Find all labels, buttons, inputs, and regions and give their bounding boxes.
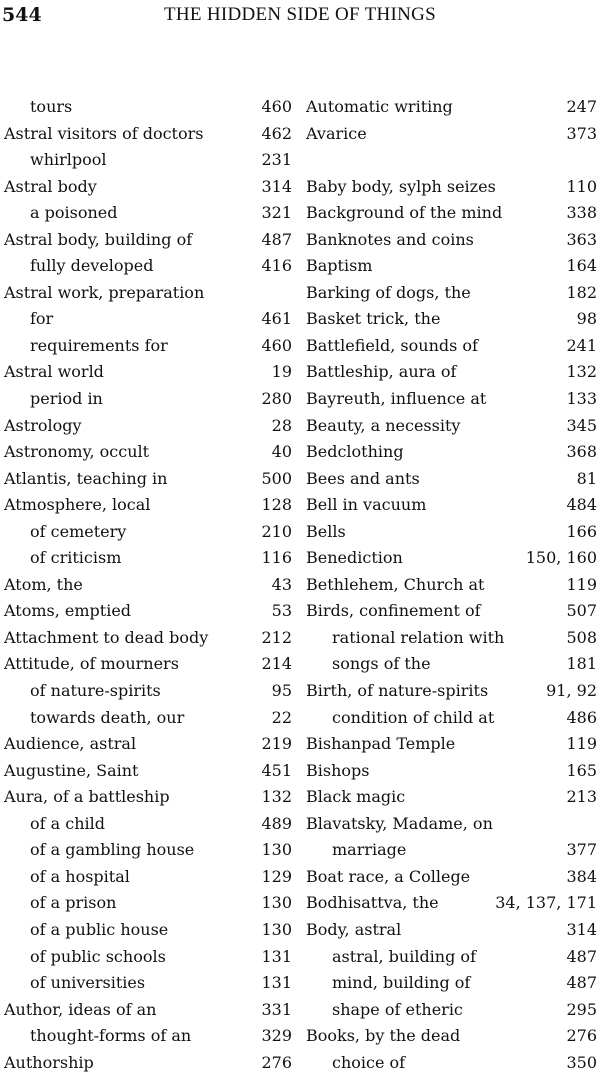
page-reference: 165 bbox=[566, 760, 597, 780]
index-entry bbox=[4, 439, 292, 466]
index-term: Birds, confinement of bbox=[306, 601, 481, 621]
index-subentry bbox=[4, 678, 292, 705]
page-reference: 181 bbox=[566, 654, 597, 674]
page-reference: 130 bbox=[261, 919, 292, 939]
page-reference: 345 bbox=[566, 415, 597, 435]
page-reference: 212 bbox=[261, 627, 292, 647]
index-entry bbox=[306, 784, 597, 811]
index-subentry bbox=[4, 94, 292, 121]
index-entry bbox=[306, 253, 597, 280]
index-term: Black magic bbox=[306, 787, 406, 807]
index-term: of universities bbox=[30, 973, 146, 993]
index-entry bbox=[4, 121, 292, 148]
page-reference: 131 bbox=[261, 946, 292, 966]
page-reference: 28 bbox=[271, 415, 292, 435]
page-reference: 119 bbox=[566, 574, 597, 594]
page-reference: 416 bbox=[261, 256, 292, 276]
page-reference: 81 bbox=[576, 468, 597, 488]
page-reference: 22 bbox=[271, 707, 292, 727]
page-reference: 128 bbox=[261, 495, 292, 515]
index-subentry bbox=[4, 200, 292, 227]
index-term: of a child bbox=[30, 813, 106, 833]
page-reference: 34, 137, 171 bbox=[495, 893, 597, 913]
index-term: Astral visitors of doctors bbox=[4, 123, 204, 143]
index-term: astral, building of bbox=[332, 946, 476, 966]
index-term: Bell in vacuum bbox=[306, 495, 427, 515]
page-reference: 231 bbox=[261, 150, 292, 170]
index-entry bbox=[4, 598, 292, 625]
index-term: towards death, our bbox=[30, 707, 185, 727]
page-reference: 214 bbox=[261, 654, 292, 674]
index-subentry bbox=[306, 625, 597, 652]
index-entry bbox=[306, 678, 597, 705]
index-entry bbox=[306, 200, 597, 227]
index-term: Baptism bbox=[306, 256, 373, 276]
index-subentry bbox=[306, 651, 597, 678]
page-reference: 247 bbox=[566, 97, 597, 116]
page-reference: 119 bbox=[566, 734, 597, 754]
index-subentry bbox=[4, 253, 292, 280]
index-term: Atlantis, teaching in bbox=[4, 468, 168, 488]
page-reference: 377 bbox=[566, 840, 597, 860]
page-reference: 489 bbox=[261, 813, 292, 833]
index-entry bbox=[306, 466, 597, 493]
index-term: Atmosphere, local bbox=[4, 495, 151, 515]
index-entry bbox=[306, 545, 597, 572]
page-reference: 210 bbox=[261, 521, 292, 541]
index-entry bbox=[306, 359, 597, 386]
index-term: shape of etheric bbox=[332, 999, 463, 1019]
index-subentry bbox=[306, 1050, 597, 1077]
index-term: Basket trick, the bbox=[306, 309, 441, 329]
index-term: a poisoned bbox=[30, 203, 118, 223]
index-entry bbox=[4, 572, 292, 599]
index-term: Astral work, preparation bbox=[4, 282, 205, 302]
page-reference: 276 bbox=[566, 1026, 597, 1046]
index-term: Avarice bbox=[306, 123, 367, 143]
index-term: Benediction bbox=[306, 548, 403, 568]
page-reference: 219 bbox=[261, 734, 292, 754]
page-reference: 486 bbox=[566, 707, 597, 727]
index-subentry bbox=[306, 705, 597, 732]
index-entry bbox=[4, 758, 292, 785]
index-term: fully developed bbox=[30, 256, 154, 276]
index-subentry bbox=[4, 864, 292, 891]
index-term: Battleship, aura of bbox=[306, 362, 457, 382]
index-term: Battlefield, sounds of bbox=[306, 335, 478, 355]
index-term: Bishops bbox=[306, 760, 370, 780]
index-entry bbox=[306, 147, 597, 174]
index-entry bbox=[4, 625, 292, 652]
index-term: rational relation with bbox=[332, 627, 505, 647]
index-entry bbox=[306, 811, 597, 838]
index-entry bbox=[306, 306, 597, 333]
index-subentry bbox=[4, 890, 292, 917]
index-entry bbox=[306, 731, 597, 758]
page-reference: 164 bbox=[566, 256, 597, 276]
page-reference: 133 bbox=[566, 389, 597, 409]
index-subentry bbox=[4, 519, 292, 546]
index-entry bbox=[306, 413, 597, 440]
index-entry bbox=[4, 1050, 292, 1077]
index-entry bbox=[4, 466, 292, 493]
page-reference: 460 bbox=[261, 335, 292, 355]
page-reference: 461 bbox=[261, 309, 292, 329]
index-term: Books, by the dead bbox=[306, 1026, 461, 1046]
page-reference: 182 bbox=[566, 282, 597, 302]
index-term: tours bbox=[30, 97, 73, 116]
index-entry bbox=[4, 784, 292, 811]
index-term: Augustine, Saint bbox=[4, 760, 139, 780]
index-term: Bells bbox=[306, 521, 346, 541]
index-subentry bbox=[306, 837, 597, 864]
page-reference: 150, 160 bbox=[525, 548, 597, 568]
page-reference: 53 bbox=[271, 601, 292, 621]
index-term: of cemetery bbox=[30, 521, 127, 541]
index-term: Background of the mind bbox=[306, 203, 503, 223]
index-entry bbox=[306, 439, 597, 466]
page-reference: 314 bbox=[261, 176, 292, 196]
page-reference: 484 bbox=[566, 495, 597, 515]
index-subentry bbox=[306, 970, 597, 997]
index-entry bbox=[306, 758, 597, 785]
index-term: Beauty, a necessity bbox=[306, 415, 461, 435]
page-reference: 487 bbox=[261, 229, 292, 249]
index-term: of criticism bbox=[30, 548, 122, 568]
index-subentry bbox=[4, 970, 292, 997]
page-reference: 43 bbox=[271, 574, 292, 594]
page-reference: 363 bbox=[566, 229, 597, 249]
index-subentry bbox=[4, 306, 292, 333]
index-term: of public schools bbox=[30, 946, 166, 966]
page-reference: 487 bbox=[566, 946, 597, 966]
index-entry bbox=[4, 227, 292, 254]
page-reference: 130 bbox=[261, 840, 292, 860]
page-reference: 131 bbox=[261, 973, 292, 993]
index-term: Astral world bbox=[4, 362, 104, 382]
page-reference: 132 bbox=[566, 362, 597, 382]
index-entry bbox=[306, 519, 597, 546]
index-term: Automatic writing bbox=[306, 97, 453, 116]
page-reference: 91, 92 bbox=[546, 681, 597, 701]
index-term: whirlpool bbox=[30, 150, 107, 170]
index-subentry bbox=[4, 386, 292, 413]
page-reference: 19 bbox=[271, 362, 292, 382]
index-entry bbox=[306, 864, 597, 891]
page-reference: 460 bbox=[261, 97, 292, 116]
page-number: 544 bbox=[2, 4, 42, 26]
index-entry bbox=[306, 598, 597, 625]
index-subentry bbox=[4, 1023, 292, 1050]
index-term: marriage bbox=[332, 840, 407, 860]
index-entry bbox=[306, 917, 597, 944]
index-entry bbox=[306, 94, 597, 121]
index-subentry bbox=[4, 545, 292, 572]
page-reference: 241 bbox=[566, 335, 597, 355]
index-term: of a public house bbox=[30, 919, 169, 939]
index-term: of nature-spirits bbox=[30, 681, 161, 701]
page-reference: 331 bbox=[261, 999, 292, 1019]
index-entry bbox=[306, 386, 597, 413]
page-reference: 384 bbox=[566, 866, 597, 886]
index-subentry bbox=[4, 917, 292, 944]
index-term: Bayreuth, influence at bbox=[306, 389, 487, 409]
index-term: choice of bbox=[332, 1052, 406, 1072]
index-term: Attitude, of mourners bbox=[4, 654, 179, 674]
index-entry bbox=[306, 333, 597, 360]
index-term: Attachment to dead body bbox=[4, 627, 209, 647]
index-entry bbox=[306, 227, 597, 254]
index-term: Blavatsky, Madame, on bbox=[306, 813, 493, 833]
index-term: Atoms, emptied bbox=[4, 601, 132, 621]
index-term: Bishanpad Temple bbox=[306, 734, 456, 754]
page-reference: 295 bbox=[566, 999, 597, 1019]
index-term: Bedclothing bbox=[306, 442, 404, 462]
index-subentry bbox=[306, 944, 597, 971]
page-reference: 500 bbox=[261, 468, 292, 488]
page-reference: 129 bbox=[261, 866, 292, 886]
page-reference: 280 bbox=[261, 389, 292, 409]
index-entry bbox=[4, 359, 292, 386]
page-reference: 213 bbox=[566, 787, 597, 807]
index-term: Banknotes and coins bbox=[306, 229, 474, 249]
index-entry bbox=[4, 280, 292, 307]
index-entry bbox=[4, 174, 292, 201]
index-term: Baby body, sylph seizes bbox=[306, 176, 496, 196]
index-subentry bbox=[306, 997, 597, 1024]
index-term: of a prison bbox=[30, 893, 117, 913]
page-reference: 132 bbox=[261, 787, 292, 807]
index-term: condition of child at bbox=[332, 707, 495, 727]
index-entry bbox=[4, 492, 292, 519]
index-term: Astral body bbox=[4, 176, 97, 196]
page-header bbox=[0, 4, 600, 30]
running-title: THE HIDDEN SIDE OF THINGS bbox=[163, 4, 437, 25]
index-term: Aura, of a battleship bbox=[4, 787, 170, 807]
index-term: requirements for bbox=[30, 335, 168, 355]
page-reference: 110 bbox=[566, 176, 597, 196]
index-entry bbox=[306, 572, 597, 599]
page-reference: 321 bbox=[261, 203, 292, 223]
page-reference: 329 bbox=[261, 1026, 292, 1046]
page-reference: 507 bbox=[566, 601, 597, 621]
index-term: Author, ideas of an bbox=[4, 999, 157, 1019]
page-reference: 373 bbox=[566, 123, 597, 143]
index-term: Audience, astral bbox=[4, 734, 137, 754]
index-entry bbox=[306, 174, 597, 201]
index-term: Astral body, building of bbox=[4, 229, 193, 249]
index-term: Atom, the bbox=[4, 574, 83, 594]
index-column-left bbox=[4, 94, 292, 1076]
index-subentry bbox=[4, 333, 292, 360]
index-entry bbox=[4, 413, 292, 440]
page-reference: 314 bbox=[566, 919, 597, 939]
index-column-right bbox=[306, 94, 597, 1076]
index-term: for bbox=[30, 309, 54, 329]
index-subentry bbox=[4, 837, 292, 864]
index-term: of a gambling house bbox=[30, 840, 195, 860]
index-term: Bethlehem, Church at bbox=[306, 574, 485, 594]
index-entry bbox=[306, 890, 597, 917]
page-reference: 166 bbox=[566, 521, 597, 541]
index-entry bbox=[306, 492, 597, 519]
index-term: Boat race, a College bbox=[306, 866, 471, 886]
index-subentry bbox=[4, 944, 292, 971]
index-term: thought-forms of an bbox=[30, 1026, 192, 1046]
index-term: of a hospital bbox=[30, 866, 130, 886]
page-reference: 116 bbox=[261, 548, 292, 568]
index-term: Astrology bbox=[4, 415, 82, 435]
index-term: Body, astral bbox=[306, 919, 402, 939]
index-entry bbox=[306, 1023, 597, 1050]
index-entry bbox=[4, 997, 292, 1024]
index-entry bbox=[306, 280, 597, 307]
page-reference: 98 bbox=[576, 309, 597, 329]
index-term: period in bbox=[30, 389, 103, 409]
page-reference: 451 bbox=[261, 760, 292, 780]
index-entry bbox=[4, 731, 292, 758]
page-reference: 368 bbox=[566, 442, 597, 462]
index-entry bbox=[306, 121, 597, 148]
index-subentry bbox=[4, 705, 292, 732]
page-reference: 350 bbox=[566, 1052, 597, 1072]
page-reference: 338 bbox=[566, 203, 597, 223]
page-reference: 276 bbox=[261, 1052, 292, 1072]
page-reference: 130 bbox=[261, 893, 292, 913]
index-term: Birth, of nature-spirits bbox=[306, 681, 489, 701]
index-term: Authorship bbox=[4, 1052, 94, 1072]
index-term: Bodhisattva, the bbox=[306, 893, 439, 913]
index-entry bbox=[4, 651, 292, 678]
page-reference: 487 bbox=[566, 973, 597, 993]
page-reference: 40 bbox=[271, 442, 292, 462]
index-term: songs of the bbox=[332, 654, 431, 674]
index-subentry bbox=[4, 147, 292, 174]
index-term: Astronomy, occult bbox=[4, 442, 150, 462]
page-reference: 95 bbox=[271, 681, 292, 701]
index-subentry bbox=[4, 811, 292, 838]
index-term: Bees and ants bbox=[306, 468, 420, 488]
page-reference: 462 bbox=[261, 123, 292, 143]
page-reference: 508 bbox=[566, 627, 597, 647]
index-term: mind, building of bbox=[332, 973, 471, 993]
index-term: Barking of dogs, the bbox=[306, 282, 471, 302]
